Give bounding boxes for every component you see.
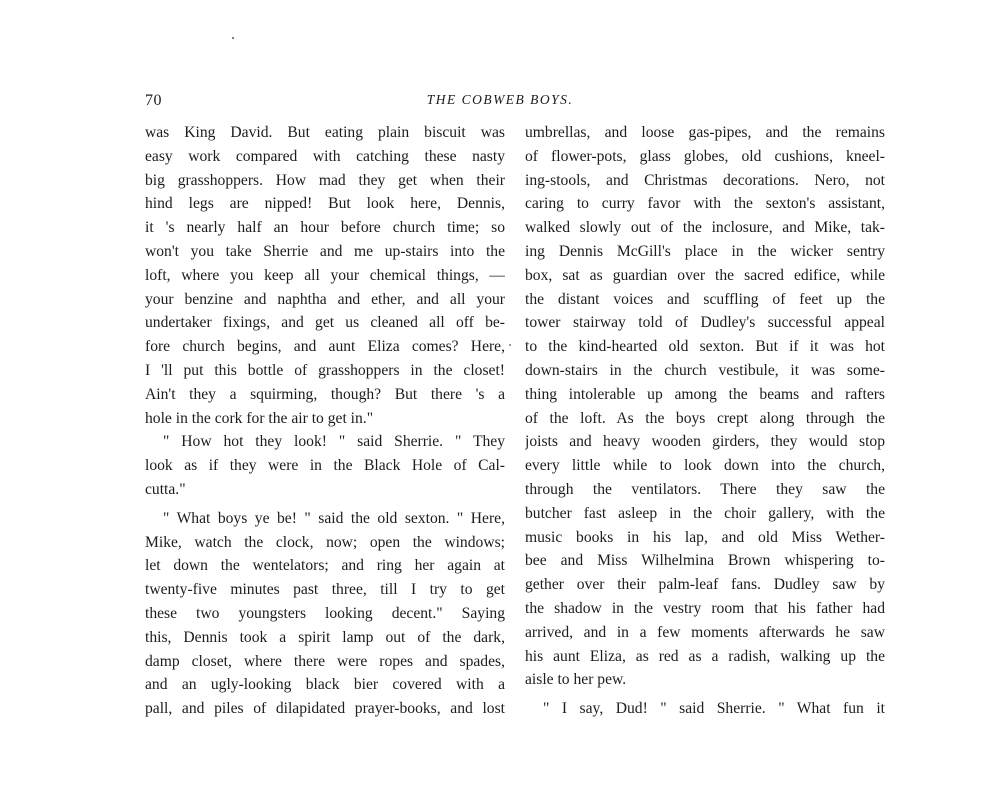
text-line: tower stairway told of Dudley's successful appeal bbox=[525, 314, 885, 332]
text-line: won't you take Sherrie and me up-stairs into the bbox=[145, 242, 505, 260]
text-line: ing-stools, and Christmas decorations. Nero, not bbox=[525, 171, 885, 189]
text-line: of flower-pots, glass globes, old cushions, kneel- bbox=[525, 147, 885, 165]
text-line: every little while to look down into the church, bbox=[525, 457, 885, 475]
text-line: damp closet, where there were ropes and spades, bbox=[145, 652, 505, 670]
page-number: 70 bbox=[145, 92, 162, 109]
text-line: butcher fast asleep in the choir gallery, with the bbox=[525, 504, 885, 522]
text-line: arrived, and in a few moments afterwards he saw bbox=[525, 623, 885, 641]
text-line: fore church begins, and aunt Eliza comes? Here, bbox=[145, 338, 505, 356]
text-line: let down the wentelators; and ring her again at bbox=[145, 557, 505, 575]
text-line: joists and heavy wooden girders, they would stop bbox=[525, 433, 885, 451]
text-line: it 's nearly half an hour before church time; so bbox=[145, 219, 505, 237]
text-line: look as if they were in the Black Hole of Cal- bbox=[145, 457, 505, 475]
text-line: aisle to her pew. bbox=[525, 671, 627, 689]
text-line: down-stairs in the church vestibule, it was some- bbox=[525, 361, 885, 379]
text-line: through the ventilators. There they saw the bbox=[525, 480, 885, 498]
text-line: umbrellas, and loose gas-pipes, and the remains bbox=[525, 124, 885, 141]
text-line: your benzine and naphtha and ether, and all your bbox=[145, 290, 505, 308]
text-line: box, sat as guardian over the sacred edifice, while bbox=[525, 266, 885, 284]
text-line: ing Dennis McGill's place in the wicker sentry bbox=[525, 242, 885, 260]
text-line: walked slowly out of the inclosure, and Mike, tak- bbox=[525, 219, 885, 237]
text-line: his aunt Eliza, as red as a radish, walking up the bbox=[525, 647, 885, 665]
text-line: gether over their palm-leaf fans. Dudley saw by bbox=[525, 576, 885, 594]
text-line: to the kind-hearted old sexton. But if it was hot bbox=[525, 338, 885, 356]
text-line: hind legs are nipped! But look here, Dennis, bbox=[145, 195, 505, 213]
text-line: thing intolerable up among the beams and rafters bbox=[525, 385, 885, 403]
text-line: Ain't they a squirming, though? But there 's a bbox=[145, 385, 505, 403]
paper-speck bbox=[509, 344, 511, 346]
text-line: loft, where you keep all your chemical things, — bbox=[145, 266, 505, 284]
text-line: " What boys ye be! " said the old sexton. " Here, bbox=[163, 509, 505, 527]
text-line: " I say, Dud! " said Sherrie. " What fun it bbox=[543, 700, 885, 718]
text-line: cutta." bbox=[145, 480, 186, 498]
text-line: the shadow in the vestry room that his father had bbox=[525, 599, 885, 617]
right-column bbox=[525, 121, 885, 721]
text-line: music books in his lap, and old Miss Wether- bbox=[525, 528, 885, 546]
left-column bbox=[145, 121, 505, 721]
text-line: bee and Miss Wilhelmina Brown whispering to- bbox=[525, 552, 885, 570]
text-line: I 'll put this bottle of grasshoppers in the closet! bbox=[145, 361, 505, 379]
text-line: was King David. But eating plain biscuit was bbox=[145, 124, 505, 141]
text-line: big grasshoppers. How mad they get when their bbox=[145, 171, 505, 189]
paper-speck bbox=[232, 37, 234, 39]
text-line: undertaker fixings, and get us cleaned all off be- bbox=[145, 314, 505, 332]
text-line: pall, and piles of dilapidated prayer-books, and lost bbox=[145, 700, 505, 718]
text-line: these two youngsters looking decent." Saying bbox=[145, 604, 505, 622]
text-line: " How hot they look! " said Sherrie. " They bbox=[163, 433, 505, 451]
text-line: this, Dennis took a spirit lamp out of the dark, bbox=[145, 628, 505, 646]
running-head: THE COBWEB BOYS. bbox=[426, 92, 574, 107]
text-line: hole in the cork for the air to get in." bbox=[145, 409, 374, 427]
text-line: caring to curry favor with the sexton's assistant, bbox=[525, 195, 885, 213]
text-line: twenty-five minutes past three, till I try to get bbox=[145, 581, 505, 599]
text-line: Mike, watch the clock, now; open the windows; bbox=[145, 533, 505, 551]
text-line: easy work compared with catching these nasty bbox=[145, 147, 505, 165]
text-line: the distant voices and scuffling of feet up the bbox=[525, 290, 885, 308]
text-line: and an ugly-looking black bier covered with a bbox=[145, 676, 505, 694]
text-line: of the loft. As the boys crept along through the bbox=[525, 409, 885, 427]
